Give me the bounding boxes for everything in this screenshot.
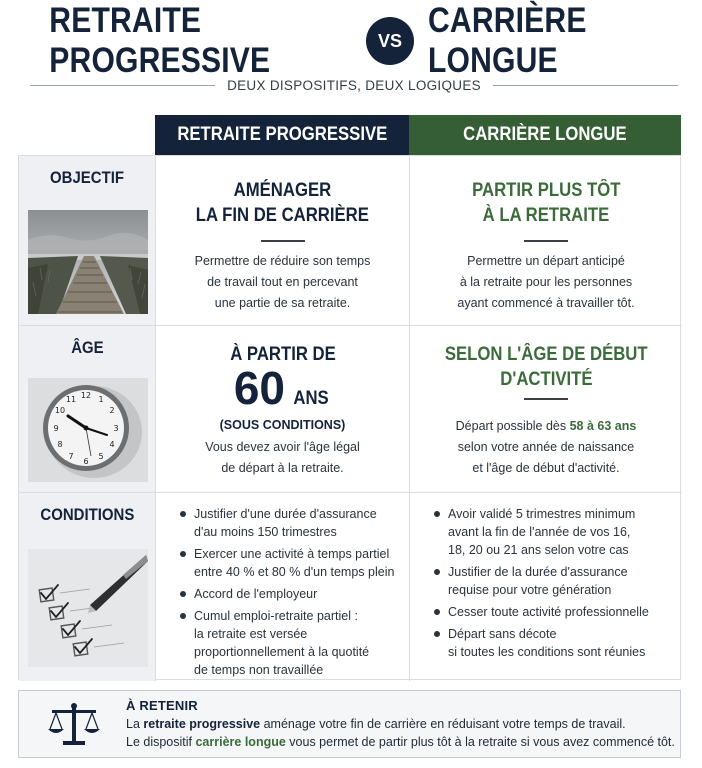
list-item: Justifier de la durée d'assurance requise pour votre génération — [432, 563, 649, 599]
list-item: Départ sans décote si toutes les conditions sont réunies — [432, 625, 649, 661]
column-header-retraite-progressive: RETRAITE PROGRESSIVE — [155, 115, 409, 155]
divider — [524, 398, 568, 400]
divider — [30, 85, 215, 86]
age-unit: ANS — [293, 388, 329, 409]
svg-text:7: 7 — [68, 452, 74, 461]
svg-text:12: 12 — [80, 391, 92, 400]
list-item: Accord de l'employeur — [178, 585, 394, 603]
age-condition: (SOUS CONDITIONS) — [219, 418, 346, 432]
list-item: Exercer une activité à temps partiel entre 40 % et 80 % d'un temps plein — [178, 545, 394, 581]
vs-badge: VS — [366, 17, 414, 65]
age-carriere-longue — [410, 326, 682, 493]
svg-text:10: 10 — [54, 406, 66, 415]
age-retraite-progressive — [156, 326, 410, 493]
divider — [524, 240, 568, 242]
heading: AMÉNAGER LA FIN DE CARRIÈRE — [195, 180, 370, 226]
summary-box — [18, 690, 681, 758]
list-item: Cumul emploi-retraite partiel : la retraite est versée proportionnellement à la quotité de temps non travaillée — [178, 607, 394, 679]
subtitle: DEUX DISPOSITIFS, DEUX LOGIQUES — [227, 77, 481, 93]
heading: SELON L'ÂGE DE DÉBUT D'ACTIVITÉ — [444, 344, 648, 390]
row-label-cell-objectif — [19, 156, 156, 326]
conditions-list — [178, 505, 394, 683]
svg-text:6: 6 — [83, 457, 89, 466]
scales-of-justice-icon — [46, 701, 102, 749]
svg-text:4: 4 — [109, 440, 115, 449]
description: Vous devez avoir l'âge légal de départ à la retraite. — [205, 440, 360, 475]
conditions-retraite-progressive — [156, 493, 410, 681]
page-title — [0, 1, 702, 80]
row-label-cell-conditions — [19, 493, 156, 681]
svg-text:1: 1 — [98, 395, 104, 404]
subtitle-row — [30, 74, 678, 96]
age-number: 60 — [233, 362, 286, 414]
svg-text:3: 3 — [113, 424, 119, 433]
heading: PARTIR PLUS TÔT À LA RETRAITE — [471, 180, 621, 226]
conditions-carriere-longue — [410, 493, 682, 681]
list-item: Justifier d'une durée d'assurance d'au moins 150 trimestres — [178, 505, 394, 541]
comparison-table — [18, 155, 681, 680]
row-label-objectif: OBJECTIF — [50, 168, 125, 187]
description: Permettre un départ anticipé à la retraite pour les personnes ayant commencé à travailler tôt. — [457, 254, 635, 310]
checklist-pen-photo — [28, 549, 148, 667]
objectif-carriere-longue — [410, 156, 682, 326]
list-item: Avoir validé 5 trimestres minimum avant la fin de l'année de vos 16, 18, 20 ou 21 ans selon votre cas — [432, 505, 649, 559]
column-header-carriere-longue: CARRIÈRE LONGUE — [409, 115, 681, 155]
summary-line-2: Le dispositif carrière longue vous permet de partir plus tôt à la retraite si vous avez commencé tôt. — [126, 735, 675, 749]
objectif-retraite-progressive — [156, 156, 410, 326]
conditions-list — [432, 505, 649, 665]
title-right: CARRIÈRE LONGUE — [428, 1, 587, 80]
row-label-conditions: CONDITIONS — [40, 505, 135, 524]
svg-text:9: 9 — [53, 424, 59, 433]
description: Permettre de réduire son temps de travail tout en percevant une partie de sa retraite. — [194, 254, 371, 310]
summary-title: À RETENIR — [126, 698, 198, 713]
divider — [493, 85, 678, 86]
description: Départ possible dès 58 à 63 ans selon votre année de naissance et l'âge de début d'activité. — [455, 419, 637, 475]
boardwalk-beach-photo — [28, 210, 148, 314]
title-left: RETRAITE PROGRESSIVE — [49, 1, 271, 80]
svg-text:11: 11 — [65, 395, 77, 404]
age-range-highlight: 58 à 63 ans — [569, 419, 637, 433]
svg-text:8: 8 — [57, 440, 63, 449]
list-item: Cesser toute activité professionnelle — [432, 603, 649, 621]
age-value — [156, 363, 409, 413]
summary-line-1: La retraite progressive aménage votre fin de carrière en réduisant votre temps de travail. — [126, 717, 626, 731]
wall-clock-photo — [28, 378, 148, 482]
divider — [261, 240, 305, 242]
row-label-cell-age — [19, 326, 156, 493]
svg-text:5: 5 — [98, 452, 104, 461]
age-prefix: À PARTIR DE — [229, 344, 336, 365]
svg-text:2: 2 — [109, 406, 115, 415]
row-label-age: ÂGE — [71, 338, 104, 357]
